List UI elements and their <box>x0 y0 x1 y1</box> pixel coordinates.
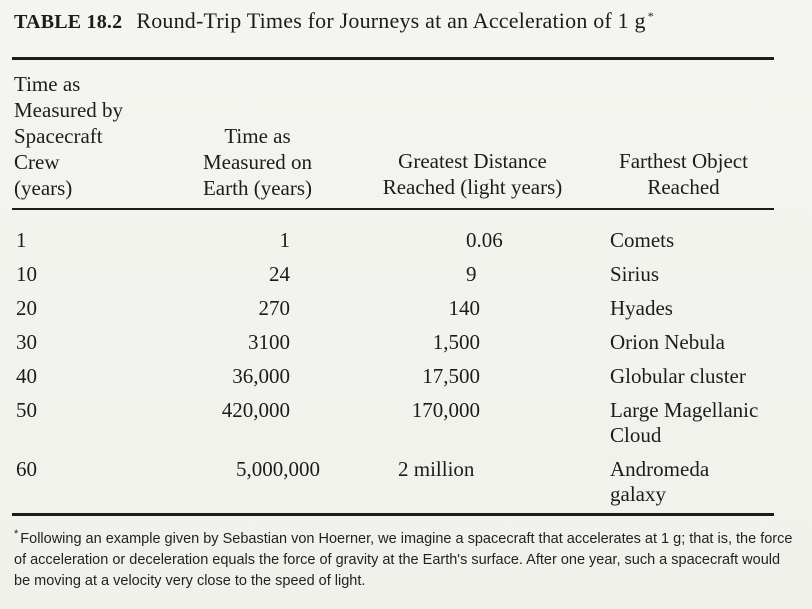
cell-object: Hyades <box>610 296 673 320</box>
header-object <box>596 148 771 200</box>
header-crew-line: (years) <box>14 176 73 200</box>
header-crew-time <box>14 71 164 201</box>
header-crew-line: Time as <box>14 72 81 96</box>
cell-earth-years: 24 <box>269 262 290 286</box>
cell-crew-years: 30 <box>16 330 37 354</box>
top-rule <box>12 57 774 60</box>
cell-object: Comets <box>610 228 675 252</box>
header-object-line: Farthest Object <box>619 149 748 173</box>
footnote-text: Following an example given by Sebastian von Hoerner, we imagine a spacecraft that accelerates at 1 g; that is, the force of acceleration or deceleration equals the force of gravity at the Earth's surface. After one year, such a spacecraft would be moving at a velocity very close to the speed of light. <box>14 530 793 589</box>
header-object-line: Reached <box>647 175 720 199</box>
cell-distance: 9 <box>466 262 477 286</box>
cell-distance: 0.06 <box>466 228 503 252</box>
header-crew-line: Spacecraft <box>14 124 103 148</box>
cell-earth-years: 420,000 <box>221 398 290 422</box>
header-distance-line: Greatest Distance <box>398 149 547 173</box>
cell-earth-years: 270 <box>258 296 290 320</box>
table-title <box>14 8 654 34</box>
cell-distance: 2 million <box>398 457 475 481</box>
cell-crew-years: 1 <box>16 228 27 252</box>
table-footnote <box>14 524 794 592</box>
cell-object: Orion Nebula <box>610 330 725 354</box>
cell-crew-years: 40 <box>16 364 37 388</box>
cell-crew-years: 10 <box>16 262 37 286</box>
footnote-marker: * <box>14 528 19 540</box>
table-title-text: Round-Trip Times for Journeys at an Acceleration of 1 g <box>136 8 646 33</box>
cell-earth-years: 1 <box>279 228 290 252</box>
cell-earth-years: 3100 <box>248 330 290 354</box>
cell-distance: 17,500 <box>422 364 480 388</box>
header-crew-line: Crew <box>14 150 60 174</box>
cell-distance: 170,000 <box>411 398 480 422</box>
cell-crew-years: 20 <box>16 296 37 320</box>
cell-earth-years: 36,000 <box>232 364 290 388</box>
table-label: TABLE 18.2 <box>14 11 123 33</box>
header-earth-line: Measured on <box>202 150 313 174</box>
title-footnote-marker: * <box>647 8 654 23</box>
header-earth-line: Time as <box>224 124 291 148</box>
cell-distance: 1,500 <box>432 330 480 354</box>
cell-object: Globular cluster <box>610 364 746 388</box>
cell-crew-years: 60 <box>16 457 37 481</box>
header-distance-line: Reached (light years) <box>382 175 563 199</box>
bottom-rule <box>12 513 774 516</box>
cell-distance: 140 <box>448 296 480 320</box>
header-earth-time <box>180 123 335 201</box>
header-rule <box>12 208 774 210</box>
cell-object: Andromeda galaxy <box>610 457 710 506</box>
cell-object: Large Magellanic Cloud <box>610 398 759 447</box>
cell-crew-years: 50 <box>16 398 37 422</box>
cell-object: Sirius <box>610 262 660 286</box>
header-crew-line: Measured by <box>14 98 124 122</box>
header-distance <box>360 148 585 200</box>
cell-earth-years: 5,000,000 <box>236 457 320 481</box>
header-earth-line: Earth (years) <box>202 176 313 200</box>
